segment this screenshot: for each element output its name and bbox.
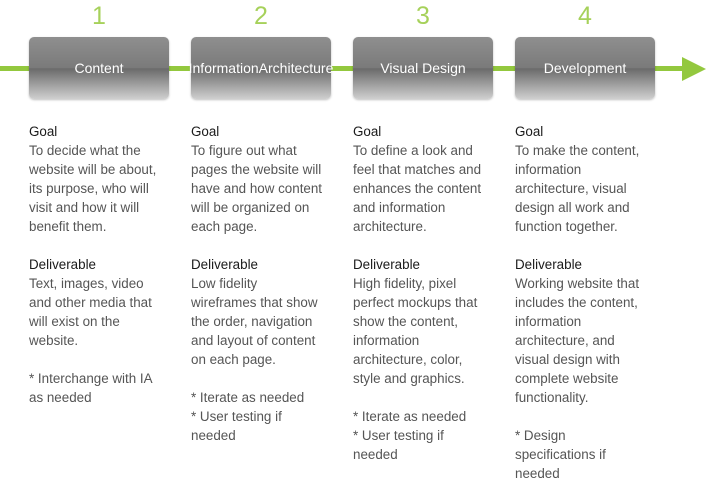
deliverable-label: Deliverable	[515, 257, 582, 272]
deliverable-text-line: architecture, color,	[353, 352, 463, 367]
deliverable-text-line: the order, navigation	[191, 314, 313, 329]
step-title	[380, 60, 465, 77]
goal-text-line: To figure out what	[191, 143, 297, 158]
spacer	[29, 350, 181, 369]
spacer	[191, 236, 343, 255]
step-title	[74, 60, 123, 77]
goal-text-line: information	[515, 162, 582, 177]
spacer	[29, 236, 181, 255]
deliverable-text-line: Low fidelity	[191, 276, 258, 291]
step-title	[189, 60, 334, 77]
goal-text-line: enhances the content	[353, 181, 482, 196]
goal-text-line: architecture.	[353, 219, 427, 234]
deliverable-text-line: visual design with	[515, 352, 620, 367]
spacer	[353, 236, 505, 255]
step-title-line: Content	[74, 59, 124, 76]
deliverable-text-line: information	[353, 333, 420, 348]
goal-text-line: To decide what the	[29, 143, 141, 158]
spacer	[191, 369, 343, 388]
step-title-box	[353, 37, 493, 99]
step-number: 1	[92, 2, 106, 30]
step-title	[544, 60, 627, 77]
deliverable-text-line: architecture, and	[515, 333, 615, 348]
goal-text-line: To make the content,	[515, 143, 640, 158]
note-text-line: as needed	[29, 390, 92, 405]
deliverable-label: Deliverable	[353, 257, 420, 272]
deliverable-text-line: style and graphics.	[353, 371, 465, 386]
deliverable-text-line: website.	[29, 333, 79, 348]
deliverable-text-line: Text, images, video	[29, 276, 144, 291]
step-number: 4	[578, 2, 592, 30]
goal-text-line: design all work and	[515, 200, 630, 215]
step-title-line: Development	[543, 59, 627, 76]
goal-text-line: architecture, visual	[515, 181, 627, 196]
goal-text-line: To define a look and	[353, 143, 473, 158]
deliverable-label: Deliverable	[29, 257, 96, 272]
note-text-line: * Iterate as needed	[353, 409, 467, 424]
note-text-line: * Interchange with IA	[29, 371, 153, 386]
deliverable-text-line: functionality.	[515, 390, 589, 405]
step-description	[515, 122, 667, 483]
deliverable-text-line: complete website	[515, 371, 619, 386]
deliverable-text-line: and other media that	[29, 295, 152, 310]
note-text-line: * Design	[515, 428, 566, 443]
goal-text-line: feel that matches and	[353, 162, 482, 177]
note-text-line: specifications if	[515, 447, 606, 462]
goal-text-line: each page.	[191, 219, 258, 234]
note-text-line: needed	[353, 447, 398, 462]
goal-text-line: and information	[353, 200, 446, 215]
goal-text-line: benefit them.	[29, 219, 107, 234]
deliverable-text-line: and layout of content	[191, 333, 316, 348]
step-title-box	[515, 37, 655, 99]
goal-text-line: have and how content	[191, 181, 323, 196]
goal-text-line: visit and how it will	[29, 200, 140, 215]
deliverable-text-line: High fidelity, pixel	[353, 276, 457, 291]
step-number: 3	[416, 2, 430, 30]
goal-text-line: pages the website will	[191, 162, 322, 177]
step-description	[29, 122, 181, 407]
deliverable-text-line: perfect mockups that	[353, 295, 478, 310]
arrow-head-icon	[682, 57, 706, 81]
note-text-line: * User testing if	[191, 409, 282, 424]
deliverable-label: Deliverable	[191, 257, 258, 272]
spacer	[353, 388, 505, 407]
step-description	[353, 122, 505, 464]
spacer	[515, 407, 667, 426]
goal-label: Goal	[29, 124, 58, 139]
goal-text-line: will be organized on	[191, 200, 310, 215]
step-title-box	[29, 37, 169, 99]
deliverable-text-line: will exist on the	[29, 314, 120, 329]
goal-label: Goal	[191, 124, 220, 139]
deliverable-text-line: Working website that	[515, 276, 640, 291]
step-title-line: Visual Design	[380, 59, 466, 76]
step-title-line: Information	[188, 59, 259, 76]
goal-label: Goal	[515, 124, 544, 139]
goal-label: Goal	[353, 124, 382, 139]
deliverable-text-line: wireframes that show	[191, 295, 318, 310]
spacer	[515, 236, 667, 255]
note-text-line: * User testing if	[353, 428, 444, 443]
deliverable-text-line: information	[515, 314, 582, 329]
deliverable-text-line: on each page.	[191, 352, 276, 367]
step-number: 2	[254, 2, 268, 30]
deliverable-text-line: includes the content,	[515, 295, 638, 310]
note-text-line: needed	[515, 466, 560, 481]
goal-text-line: function together.	[515, 219, 618, 234]
goal-text-line: its purpose, who will	[29, 181, 149, 196]
goal-text-line: website will be about,	[29, 162, 157, 177]
step-title-line: Architecture	[258, 59, 334, 76]
step-title-box	[188, 37, 334, 99]
step-description	[191, 122, 343, 445]
note-text-line: * Iterate as needed	[191, 390, 305, 405]
deliverable-text-line: show the content,	[353, 314, 458, 329]
note-text-line: needed	[191, 428, 236, 443]
